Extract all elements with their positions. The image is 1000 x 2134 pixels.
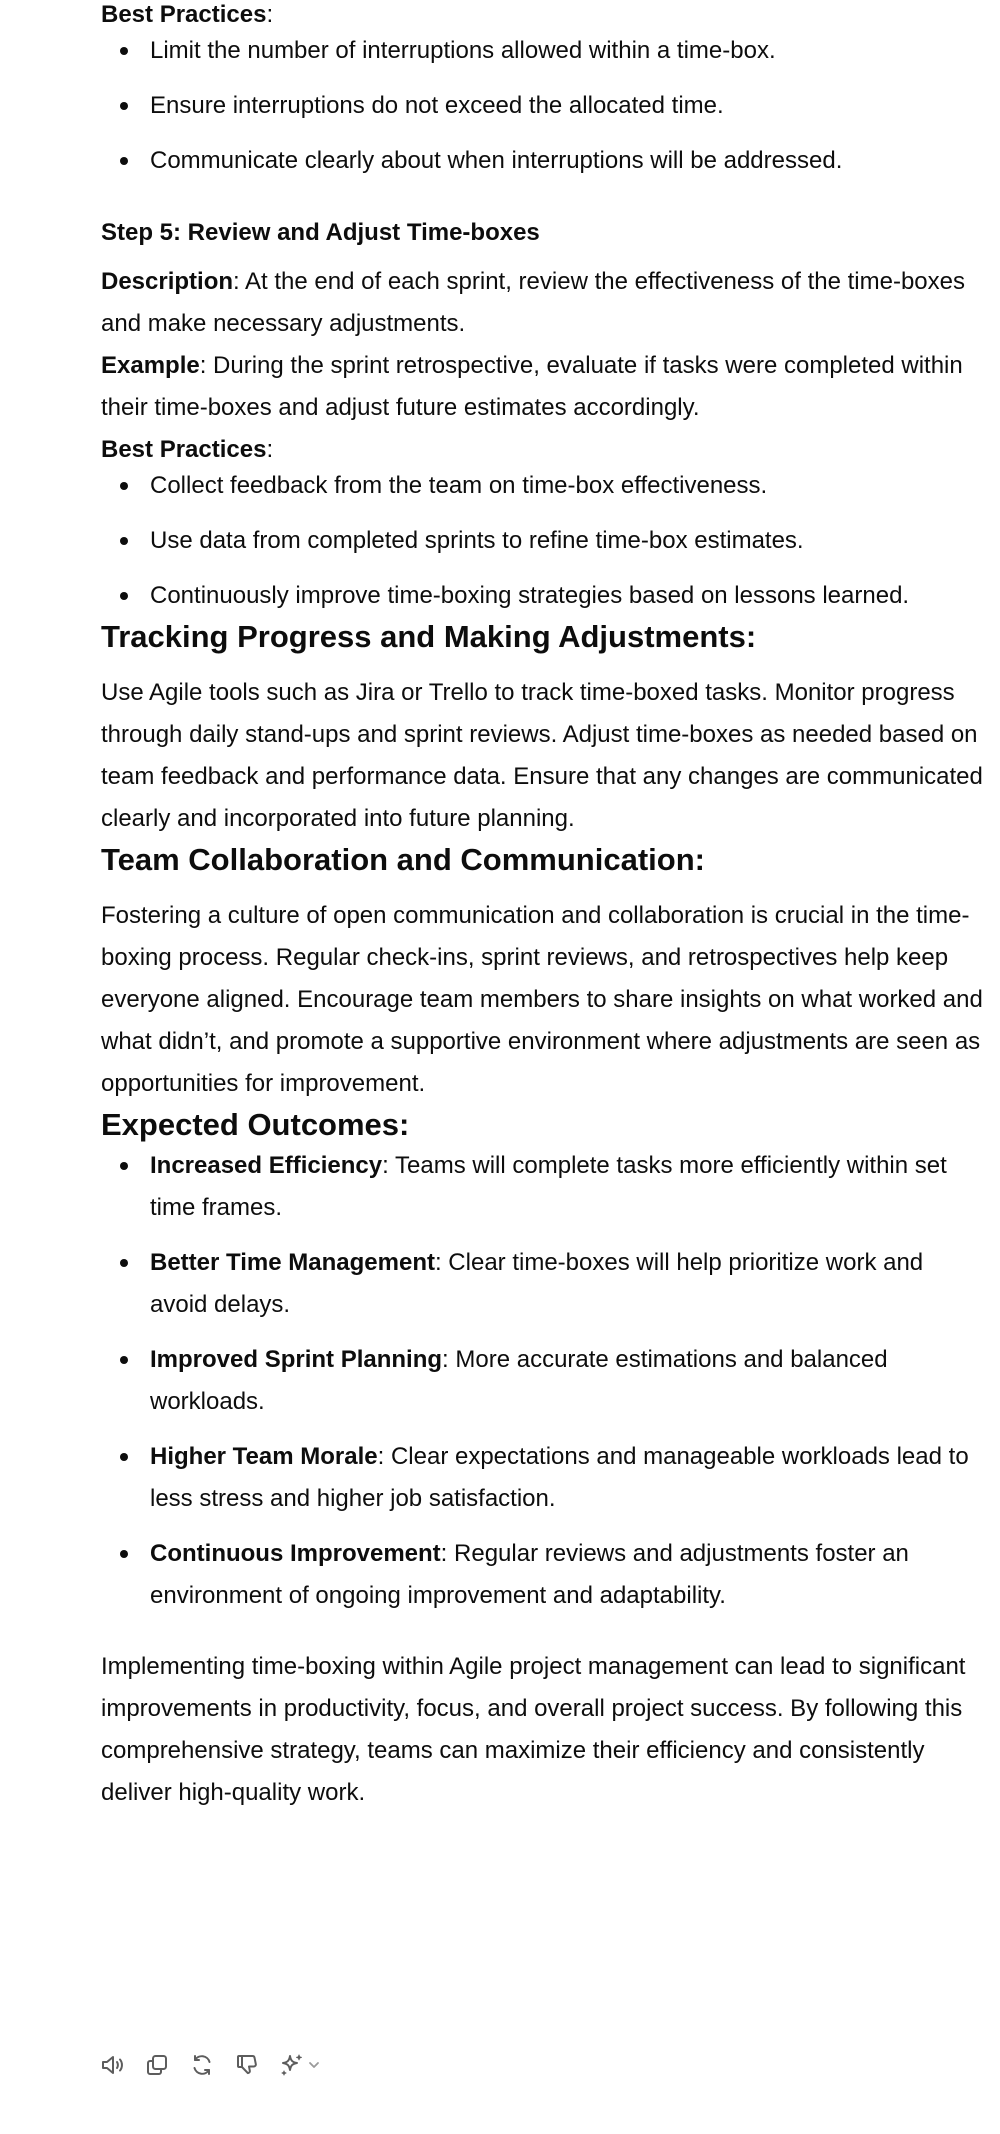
list-item: Collect feedback from the team on time-box effectiveness.	[101, 465, 1000, 507]
list-item: Limit the number of interruptions allowed within a time-box.	[101, 30, 1000, 72]
list-item: Improved Sprint Planning: More accurate estimations and balanced workloads.	[101, 1339, 981, 1423]
list-item: Use data from completed sprints to refine time-box estimates.	[101, 520, 1000, 562]
section-paragraph: Fostering a culture of open communication and collaboration is crucial in the time-boxing process. Regular check-ins, sprint reviews, and retrospectives help keep everyone aligned. Encourage team members to share insights on what worked and what didn’t, and promote a supportive environment where adjustments are seen as opportunities for improvement.	[101, 902, 983, 1097]
thumbs-down-icon	[234, 2052, 260, 2078]
section-heading: Expected Outcomes:	[101, 1107, 410, 1142]
list-item: Ensure interruptions do not exceed the allocated time.	[101, 85, 1000, 127]
thumbs-down-button[interactable]	[234, 2052, 260, 2078]
step-description: Description: At the end of each sprint, review the effectiveness of the time-boxes and make necessary adjustments. Example: During the sprint retrospective, evaluate if tasks were completed within their time-boxes and adjust future estimates accordingly.	[101, 268, 965, 421]
outcomes-list	[101, 1145, 981, 1617]
step-title: Step 5: Review and Adjust Time-boxes	[101, 219, 540, 246]
list-item: Communicate clearly about when interruptions will be addressed.	[101, 140, 1000, 182]
best-practices-label: Best Practices:	[101, 1, 274, 28]
list-item: Increased Efficiency: Teams will complete tasks more efficiently within set time frames.	[101, 1145, 981, 1229]
chevron-down-icon	[307, 2058, 321, 2072]
regenerate-icon	[189, 2052, 215, 2078]
section-heading: Team Collaboration and Communication:	[101, 842, 705, 877]
copy-button[interactable]	[144, 2052, 170, 2078]
read-aloud-button[interactable]	[99, 2052, 125, 2078]
section-paragraph: Use Agile tools such as Jira or Trello to track time-boxed tasks. Monitor progress through daily stand-ups and sprint reviews. Adjust time-boxes as needed based on team feedback and performance data. Ensure that any changes are communicated clearly and incorporated into future planning.	[101, 679, 983, 832]
read-aloud-icon	[99, 2052, 125, 2078]
copy-icon	[144, 2052, 170, 2078]
regenerate-button[interactable]	[189, 2052, 215, 2078]
assistant-message	[101, 0, 1000, 1814]
best-practices-list	[101, 30, 1000, 182]
sparkle-icon	[279, 2052, 305, 2078]
section-heading: Tracking Progress and Making Adjustments:	[101, 619, 757, 654]
switch-model-button[interactable]	[279, 2052, 321, 2078]
list-item: Continuously improve time-boxing strategies based on lessons learned.	[101, 575, 1000, 617]
best-practices-label: Best Practices:	[101, 436, 274, 463]
list-item: Higher Team Morale: Clear expectations and manageable workloads lead to less stress and higher job satisfaction.	[101, 1436, 981, 1520]
message-action-bar	[99, 2052, 321, 2078]
list-item: Better Time Management: Clear time-boxes will help prioritize work and avoid delays.	[101, 1242, 981, 1326]
best-practices-list	[101, 465, 1000, 617]
list-item: Continuous Improvement: Regular reviews and adjustments foster an environment of ongoing improvement and adaptability.	[101, 1533, 981, 1617]
closing-paragraph: Implementing time-boxing within Agile project management can lead to significant improvements in productivity, focus, and overall project success. By following this comprehensive strategy, teams can maximize their efficiency and consistently deliver high-quality work.	[101, 1653, 966, 1806]
